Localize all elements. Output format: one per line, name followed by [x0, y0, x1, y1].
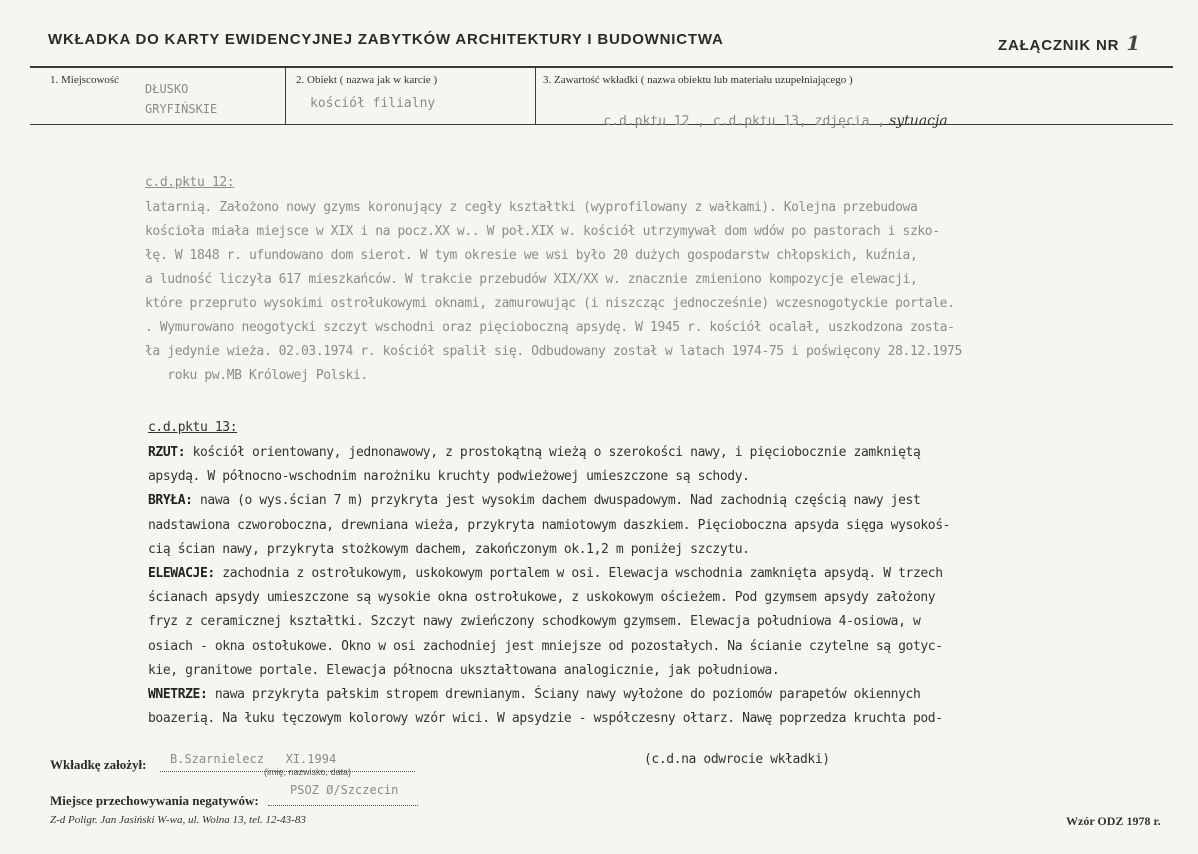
section13-line: [148, 445, 920, 460]
location-value-line1: DŁUSKO: [145, 82, 189, 96]
section13-text: nawa przykryta pałskim stropem drewnianym. Ściany nawy wyłożone do poziomów parapetów okiennych: [207, 687, 921, 702]
section12-line: . Wymurowano neogotycki szczyt wschodni oraz pięcioboczną apsydę. W 1945 r. kościół ocalał, uszkodzona zosta-: [145, 320, 955, 335]
section13-line: [148, 566, 943, 581]
section13-text: zachodnia z ostrołukowym, uskokowym portalem w osi. Elewacja wschodnia zamknięta apsydą. W trzech: [214, 566, 943, 581]
form-title: WKŁADKA DO KARTY EWIDENCYJNEJ ZABYTKÓW ARCHITEKTURY I BUDOWNICTWA: [48, 31, 724, 48]
object-label: 2. Obiekt ( nazwa jak w karcie ): [296, 74, 438, 86]
prepared-by-label: Wkładkę założył:: [50, 757, 147, 772]
section12-line: a ludność liczyła 617 mieszkańców. W trakcie przebudów XIX/XX w. znacznie zmieniono kompozycje elewacji,: [145, 272, 918, 287]
section12-heading: c.d.pktu 12:: [145, 175, 235, 190]
top-rule: [30, 66, 1173, 68]
content-label: 3. Zawartość wkładki ( nazwa obiektu lub materiału uzupełniającego ): [543, 74, 853, 86]
section13-text: kościół orientowany, jednonawowy, z prostokątną wieżą o szerokości nawy, i pięciobocznie zamkniętą: [185, 445, 921, 460]
form-model: Wzór ODZ 1978 r.: [1066, 814, 1161, 828]
section13-line: [148, 711, 943, 726]
section13-heading: c.d.pktu 13:: [148, 420, 238, 435]
section12-line: roku pw.MB Królowej Polski.: [145, 368, 368, 383]
section13-label: WNETRZE:: [148, 687, 208, 702]
printer-imprint: Z-d Poligr. Jan Jasiński W-wa, ul. Wolna 13, tel. 12-43-83: [50, 814, 306, 826]
section13-text: ścianach apsydy umieszczone są wysokie okna ostrołukowe, z uskokowym ościeżem. Pod gzymsem apsydy założony: [148, 590, 936, 606]
location-value-line2: GRYFIŃSKIE: [145, 102, 218, 116]
section13-label: ELEWACJE:: [148, 566, 215, 581]
field-divider-2: [535, 68, 536, 124]
section13-line: [148, 663, 779, 678]
continuation-note: (c.d.na odwrocie wkładki): [644, 752, 830, 767]
section13-label: RZUT:: [148, 445, 186, 460]
object-value: kościół filialny: [310, 96, 436, 111]
section13-line: [148, 542, 750, 557]
location-label: 1. Miejscowość: [50, 74, 120, 86]
section12-line: latarnią. Założono nowy gzyms koronujący z cegły kształtki (wyprofilowany z wałkami). Kolejna przebudowa: [145, 200, 918, 215]
section13-text: nawa (o wys.ścian 7 m) przykryta jest wysokim dachem dwuspadowym. Nad zachodnią częścią nawy jest: [192, 493, 921, 509]
prepared-by-value: B.Szarnielecz XI.1994: [170, 752, 337, 766]
section13-text: boazerią. Na łuku tęczowym kolorowy wzór wici. W apsydzie - współczesny ołtarz. Nawę poprzedza kruchta pod-: [148, 711, 943, 727]
prepared-by-caption: (imię, nazwisko, data): [264, 767, 352, 777]
section13-line: [148, 639, 943, 654]
annex-label: ZAŁĄCZNIK NR: [998, 37, 1120, 54]
field-divider-1: [285, 68, 286, 124]
content-value-handwritten: sytuacja: [889, 113, 948, 129]
content-value: [572, 98, 948, 144]
section13-line: [148, 469, 750, 484]
annex-number-handwritten: 1: [1126, 31, 1141, 55]
section13-text: osiach - okna ostołukowe. Okno w osi zachodniej jest mniejsze od pozostałych. Na ścianie czytelne są gotyc-: [148, 638, 943, 654]
section13-text: fryz z ceramicznej kształtki. Szczyt nawy zwieńczony schodkowym gzymsem. Elewacja południowa 4-osiowa, w: [148, 614, 921, 630]
annex-number: [998, 31, 1141, 55]
section13-label: BRYŁA:: [148, 493, 193, 509]
section13-text: nadstawiona czworoboczna, drewniana wieża, przykryta namiotowym daszkiem. Pięcioboczna apsyda sięga wysokoś-: [148, 517, 951, 533]
section12-line: kościoła miała miejsce w XIX i na pocz.XX w.. W poł.XIX w. kościół utrzymywał dom wdów po pastorach i szko-: [145, 224, 940, 239]
section13-text: cią ścian nawy, przykryta stożkowym dachem, zakończonym ok.1,2 m poniżej szczytu.: [148, 541, 750, 557]
section13-text: apsydą. W północno-wschodnim narożniku kruchty podwieżowej umieszczone są schody.: [148, 469, 750, 485]
section13-line: [148, 687, 920, 702]
section13-text: kie, granitowe portale. Elewacja północna ukształtowana analogicznie, jak południowa.: [148, 662, 780, 678]
negatives-value: PSOZ Ø/Szczecin: [290, 783, 399, 797]
section13-line: [148, 614, 920, 629]
section12-line: które przepruto wysokimi ostrołukowymi oknami, zamurowując (i niszcząc jednocześnie) wczesnogotyckie portale.: [145, 296, 955, 311]
section12-line: łę. W 1848 r. ufundowano dom sierot. W tym okresie we wsi było 20 dużych gospodarstw chłopskich, kuźnia,: [145, 248, 918, 263]
negatives-label: Miejsce przechowywania negatywów:: [50, 793, 259, 808]
section13-line: [148, 493, 920, 508]
content-value-typed: c.d.pktu 12 , c.d.pktu 13, zdjęcia ,: [603, 114, 886, 129]
section13-line: [148, 518, 950, 533]
section13-line: [148, 590, 935, 605]
section12-line: ła jedynie wieża. 02.03.1974 r. kościół spalił się. Odbudowany został w latach 1974-75 i poświęcony 28.12.1975: [145, 344, 962, 359]
negatives-dotline: [268, 805, 418, 806]
